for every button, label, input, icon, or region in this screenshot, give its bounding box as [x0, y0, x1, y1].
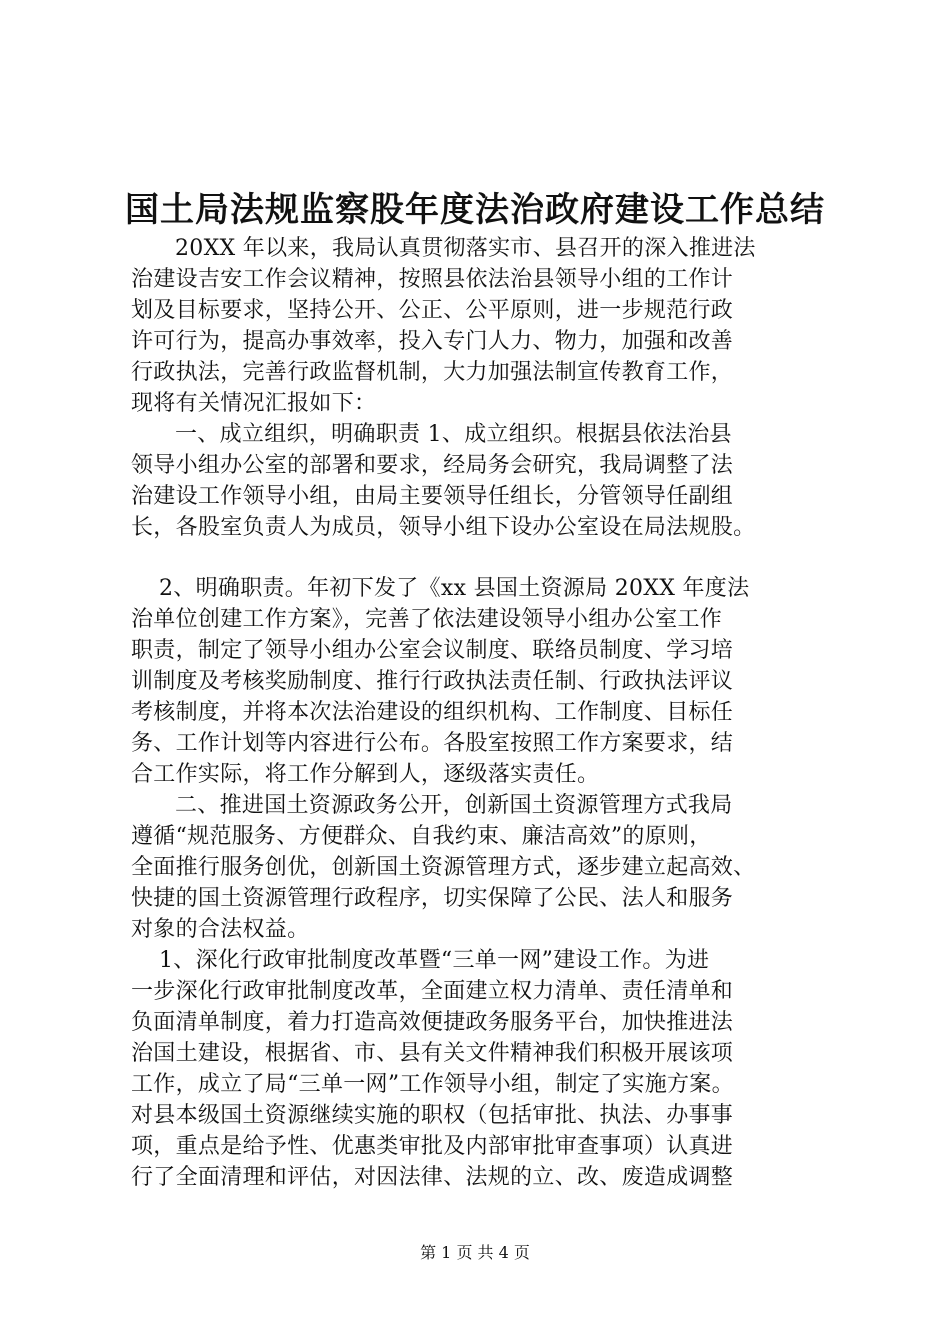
body-line: 1、深化行政审批制度改革暨“三单一网”建设工作。为进 — [159, 948, 710, 973]
body-line: 职责，制定了领导小组办公室会议制度、联络员制度、学习培 — [131, 638, 734, 663]
body-line: 行政执法，完善行政监督机制，大力加强法制宣传教育工作， — [131, 360, 734, 385]
body-line: 务、工作计划等内容进行公布。各股室按照工作方案要求，结 — [131, 731, 734, 756]
body-line: 合工作实际，将工作分解到人，逐级落实责任。 — [131, 762, 600, 787]
body-line: 项，重点是给予性、优惠类审批及内部审批审查事项）认真进 — [131, 1134, 734, 1159]
body-line: 现将有关情况汇报如下： — [131, 391, 377, 416]
body-line: 划及目标要求，坚持公开、公正、公平原则，进一步规范行政 — [131, 298, 734, 323]
body-line: 负面清单制度，着力打造高效便捷政务服务平台，加快推进法 — [131, 1010, 734, 1035]
document-body — [131, 233, 831, 1193]
body-line: 行了全面清理和评估，对因法律、法规的立、改、废造成调整 — [131, 1165, 734, 1190]
body-line: 快捷的国土资源管理行政程序，切实保障了公民、法人和服务 — [131, 886, 734, 911]
body-line: 遵循“规范服务、方便群众、自我约束、廉洁高效”的原则， — [131, 824, 712, 849]
body-line: 许可行为，提高办事效率，投入专门人力、物力，加强和改善 — [131, 329, 734, 354]
body-line: 对象的合法权益。 — [131, 917, 310, 942]
body-line: 治单位创建工作方案》，完善了依法建设领导小组办公室工作 — [131, 607, 723, 632]
body-line: 20XX 年以来，我局认真贯彻落实市、县召开的深入推进法 — [175, 236, 756, 261]
page-number: 第 1 页 共 4 页 — [420, 1243, 530, 1262]
body-line: 长，各股室负责人为成员，领导小组下设办公室设在局法规股。 — [131, 515, 756, 540]
body-line: 治建设工作领导小组，由局主要领导任组长，分管领导任副组 — [131, 484, 734, 509]
body-line: 训制度及考核奖励制度、推行行政执法责任制、行政执法评议 — [131, 669, 734, 694]
paragraph-gap — [131, 543, 831, 573]
body-line: 一、成立组织，明确职责 1、成立组织。根据县依法治县 — [175, 422, 732, 447]
body-line: 一步深化行政审批制度改革，全面建立权力清单、责任清单和 — [131, 979, 734, 1004]
body-line: 对县本级国土资源继续实施的职权（包括审批、执法、办事事 — [131, 1103, 734, 1128]
document-title: 国土局法规监察股年度法治政府建设工作总结 — [125, 190, 825, 230]
body-line: 治建设吉安工作会议精神，按照县依法治县领导小组的工作计 — [131, 267, 734, 292]
body-line: 全面推行服务创优，创新国土资源管理方式，逐步建立起高效、 — [131, 855, 756, 880]
body-line: 领导小组办公室的部署和要求，经局务会研究，我局调整了法 — [131, 453, 734, 478]
body-line: 2、明确职责。年初下发了《xx 县国土资源局 20XX 年度法 — [159, 576, 750, 601]
body-line: 治国土建设，根据省、市、县有关文件精神我们积极开展该项 — [131, 1041, 734, 1066]
body-line: 工作，成立了局“三单一网”工作领导小组，制定了实施方案。 — [131, 1072, 734, 1097]
body-line: 二、推进国土资源政务公开，创新国土资源管理方式我局 — [175, 793, 733, 818]
body-line: 考核制度，并将本次法治建设的组织机构、工作制度、目标任 — [131, 700, 734, 725]
